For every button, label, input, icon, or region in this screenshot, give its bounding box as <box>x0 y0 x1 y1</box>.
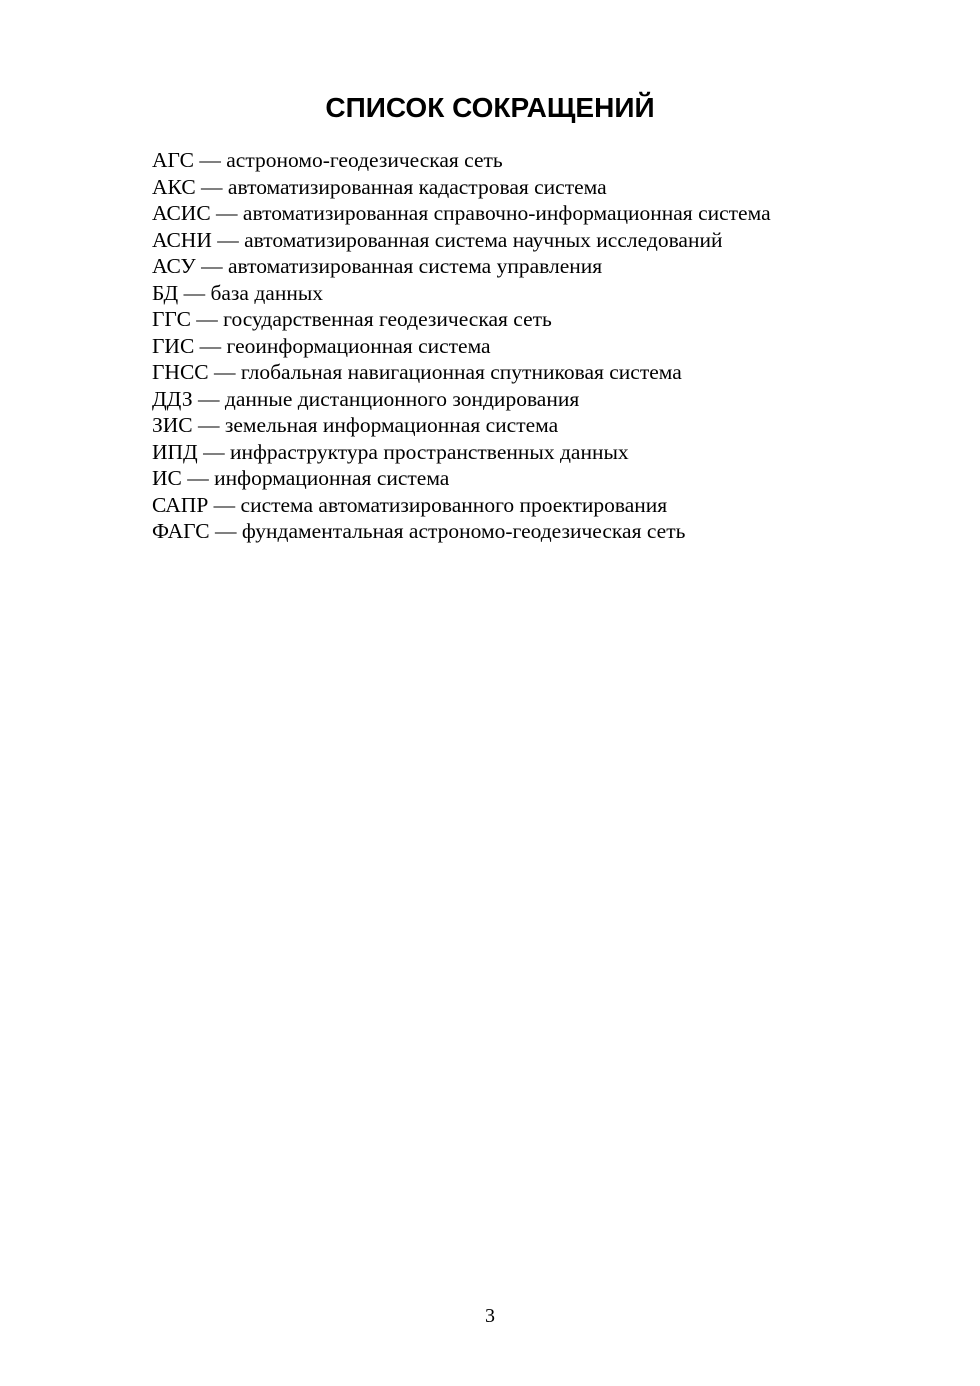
definition: автоматизированная система научных исследований <box>244 227 723 252</box>
separator: — <box>208 360 241 384</box>
list-item <box>152 439 771 466</box>
separator: — <box>209 519 242 543</box>
separator: — <box>192 386 225 411</box>
separator: — <box>210 201 243 225</box>
separator: — <box>194 148 227 172</box>
definition: автоматизированная справочно-информационная система <box>242 201 771 225</box>
separator: — <box>194 333 227 358</box>
separator: — <box>192 413 225 437</box>
definition: государственная геодезическая сеть <box>223 307 552 331</box>
definition: база данных <box>210 280 324 305</box>
definition: геоинформационная система <box>226 333 491 358</box>
list-item <box>152 386 771 413</box>
definition: автоматизированная кадастровая система <box>227 174 607 199</box>
abbreviation: АСНИ <box>152 227 212 252</box>
definition: система автоматизированного проектирования <box>240 492 668 517</box>
list-item <box>152 147 771 174</box>
page-number: 3 <box>485 1305 495 1327</box>
list-item <box>152 174 771 201</box>
definition: автоматизированная система управления <box>228 254 603 278</box>
list-item <box>152 359 771 386</box>
abbreviation: САПР <box>152 492 209 517</box>
separator: — <box>181 466 215 490</box>
abbreviation: БД <box>152 280 179 305</box>
definition: фундаментальная астрономо-геодезическая сеть <box>241 519 686 543</box>
abbreviation-list <box>152 147 771 545</box>
abbreviation: АКС <box>152 174 196 199</box>
list-item <box>152 200 771 227</box>
abbreviation: ГНСС <box>152 360 209 384</box>
definition: земельная информационная система <box>224 413 559 437</box>
definition: данные дистанционного зондирования <box>224 386 580 411</box>
abbreviation: АГС <box>152 148 195 172</box>
definition: астрономо-геодезическая сеть <box>226 148 503 172</box>
list-item <box>152 518 771 545</box>
separator: — <box>195 254 228 278</box>
list-item <box>152 492 771 519</box>
list-item <box>152 280 771 307</box>
separator: — <box>208 492 241 517</box>
abbreviation: ГГС <box>152 307 191 331</box>
list-item <box>152 306 771 333</box>
separator: — <box>190 307 224 331</box>
definition: глобальная навигационная спутниковая система <box>240 360 682 384</box>
list-item <box>152 465 771 492</box>
abbreviation: ДДЗ <box>152 386 193 411</box>
definition: информационная система <box>214 466 450 490</box>
separator: — <box>211 227 245 252</box>
list-item <box>152 412 771 439</box>
abbreviation: ИС <box>152 466 182 490</box>
definition: инфраструктура пространственных данных <box>229 439 629 464</box>
abbreviation: АСУ <box>152 254 196 278</box>
separator: — <box>178 280 211 305</box>
list-item <box>152 333 771 360</box>
abbreviation: ГИС <box>152 333 195 358</box>
list-item <box>152 253 771 280</box>
page-title: СПИСОК СОКРАЩЕНИЙ <box>325 92 655 123</box>
separator: — <box>195 174 228 199</box>
list-item <box>152 227 771 254</box>
abbreviation: ИПД <box>152 439 198 464</box>
abbreviation: ФАГС <box>152 519 210 543</box>
separator: — <box>197 439 230 464</box>
abbreviation: ЗИС <box>152 413 193 437</box>
abbreviation: АСИС <box>152 201 211 225</box>
